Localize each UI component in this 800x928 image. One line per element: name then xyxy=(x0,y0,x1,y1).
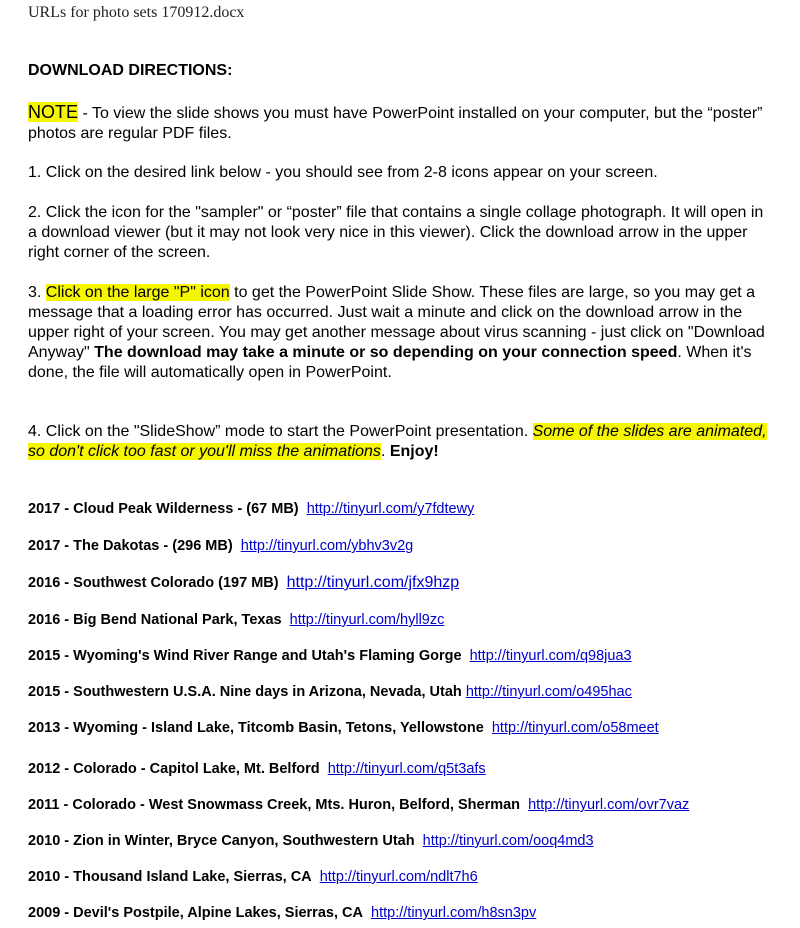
link-row xyxy=(28,833,594,849)
step-1-paragraph: 1. Click on the desired link below - you should see from 2-8 icons appear on your screen. xyxy=(28,164,658,181)
step-2-paragraph: 2. Click the icon for the "sampler" or “poster” file that contains a single collage photograph. It will open in a download viewer (but it may not look very nice in this viewer). Click the download arrow in the upper right corner of the screen. xyxy=(28,204,764,261)
link-row xyxy=(28,501,474,517)
link-row xyxy=(28,574,459,592)
step-4-text-1: 4. Click on the "SlideShow” mode to start the PowerPoint presentation. xyxy=(28,423,533,440)
photo-set-link[interactable]: http://tinyurl.com/hyll9zc xyxy=(289,612,445,628)
link-row xyxy=(28,797,689,813)
link-row xyxy=(28,869,478,885)
link-label: 2017 - Cloud Peak Wilderness - (67 MB) xyxy=(28,501,299,517)
step-4-text-2: . xyxy=(380,443,390,460)
link-label: 2016 - Southwest Colorado (197 MB) xyxy=(28,575,279,591)
link-row xyxy=(28,905,536,921)
link-label: 2012 - Colorado - Capitol Lake, Mt. Belford xyxy=(28,761,320,777)
step-3-text-2: . When it's done, the file will automatically open in PowerPoint. xyxy=(28,344,752,381)
step-3-highlight: Click on the large "P" icon xyxy=(45,284,230,301)
link-label: 2009 - Devil's Postpile, Alpine Lakes, Sierras, CA xyxy=(28,905,363,921)
step-4-highlight: Some of the slides are animated, so don't click too fast or you'll miss the animations xyxy=(28,423,767,460)
link-row xyxy=(28,612,444,628)
step-3-bold: The download may take a minute or so depending on your connection speed xyxy=(94,344,678,361)
link-row xyxy=(28,761,486,777)
link-label: 2017 - The Dakotas - (296 MB) xyxy=(28,538,233,554)
photo-set-link[interactable]: http://tinyurl.com/ndlt7h6 xyxy=(319,869,478,885)
photo-set-link[interactable]: http://tinyurl.com/q5t3afs xyxy=(327,761,486,777)
step-4-enjoy: Enjoy! xyxy=(389,443,439,460)
photo-set-link[interactable]: http://tinyurl.com/o58meet xyxy=(491,720,659,736)
link-label: 2010 - Thousand Island Lake, Sierras, CA xyxy=(28,869,312,885)
link-label: 2016 - Big Bend National Park, Texas xyxy=(28,612,282,628)
photo-set-link[interactable]: http://tinyurl.com/q98jua3 xyxy=(469,648,632,664)
link-row xyxy=(28,648,632,664)
photo-set-link[interactable]: http://tinyurl.com/h8sn3pv xyxy=(371,905,537,921)
step-3-paragraph xyxy=(28,283,776,383)
photo-set-link[interactable]: http://tinyurl.com/o495hac xyxy=(465,684,632,700)
photo-set-link[interactable]: http://tinyurl.com/ybhv3v2g xyxy=(240,538,414,554)
link-row xyxy=(28,538,413,554)
link-row xyxy=(28,720,659,736)
link-label: 2013 - Wyoming - Island Lake, Titcomb Basin, Tetons, Yellowstone xyxy=(28,720,484,736)
step-4-paragraph xyxy=(28,422,776,462)
photo-set-link[interactable]: http://tinyurl.com/ovr7vaz xyxy=(528,797,690,813)
note-text: - To view the slide shows you must have PowerPoint installed on your computer, but the “poster” photos are regular PDF files. xyxy=(28,105,763,142)
section-heading: DOWNLOAD DIRECTIONS: xyxy=(28,62,233,79)
link-label: 2015 - Wyoming's Wind River Range and Utah's Flaming Gorge xyxy=(28,648,462,664)
link-label: 2010 - Zion in Winter, Bryce Canyon, Southwestern Utah xyxy=(28,833,415,849)
photo-set-link[interactable]: http://tinyurl.com/ooq4md3 xyxy=(422,833,594,849)
step-3-text-1: to get the PowerPoint Slide Show. These files are large, so you may get a message that a loading error has occurred. Just wait a minute and click on the download arrow in the upper right of your screen. You may get another message about virus scanning - just click on "Download Anyway" xyxy=(28,284,765,361)
note-label: NOTE xyxy=(28,102,79,122)
link-label: 2015 - Southwestern U.S.A. Nine days in Arizona, Nevada, Utah xyxy=(28,684,462,700)
link-row xyxy=(28,684,632,700)
photo-set-link[interactable]: http://tinyurl.com/y7fdtewy xyxy=(306,501,475,517)
link-label: 2011 - Colorado - West Snowmass Creek, Mts. Huron, Belford, Sherman xyxy=(28,797,521,813)
photo-set-link[interactable]: http://tinyurl.com/jfx9hzp xyxy=(286,574,460,591)
document-title: URLs for photo sets 170912.docx xyxy=(28,4,245,21)
step-3-prefix: 3. xyxy=(28,284,46,301)
note-paragraph xyxy=(28,102,776,144)
